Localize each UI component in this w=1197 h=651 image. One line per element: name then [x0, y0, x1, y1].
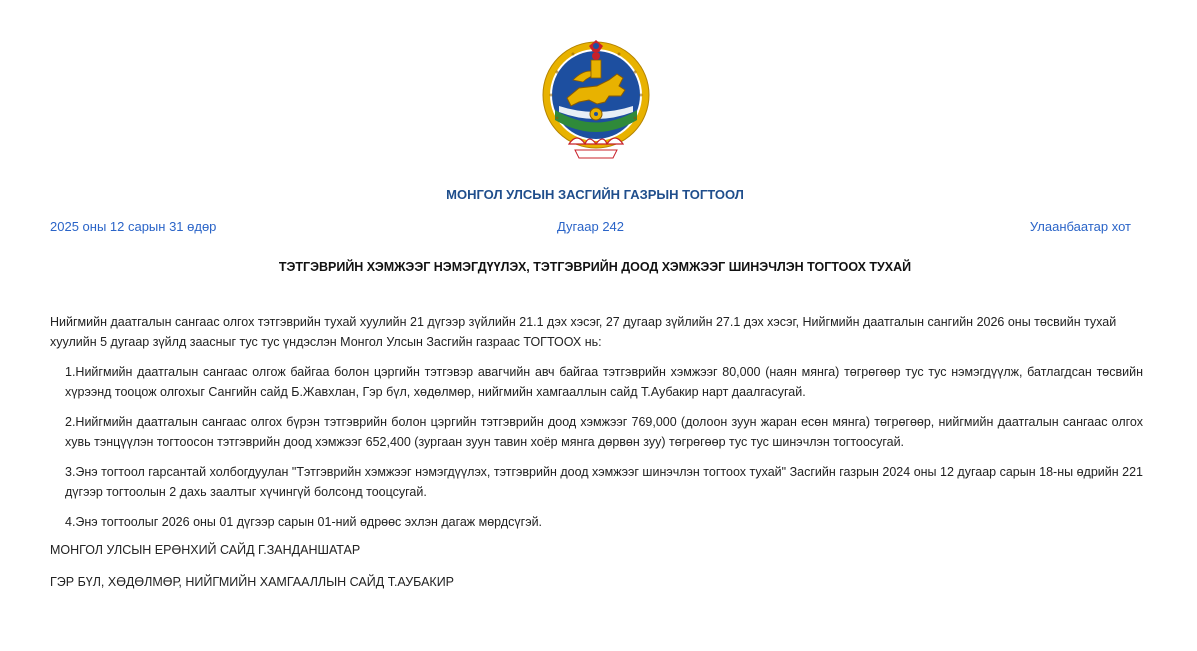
decree-number: Дугаар 242 — [556, 219, 625, 234]
decree-preamble: Нийгмийн даатгалын сангаас олгох тэтгэврийн тухай хуулийн 21 дүгээр зүйлийн 21.1 дэх хэсэг, 27 дугаар зүйлийн 27.1 дэх хэсэг, Нийгмийн даатгалын сангийн 2026 оны төсвийн тухай хуулийн 5 дугаар зүйлд заасныг тус тус үндэслэн Монгол Улсын Засгийн газраас ТОГТООХ нь: — [50, 315, 1117, 349]
document-type-heading: МОНГОЛ УЛСЫН ЗАСГИЙН ГАЗРЫН ТОГТООЛ — [446, 187, 744, 202]
clause-2: 2.Нийгмийн даатгалын сангаас олгох бүрэн тэтгэврийн болон цэргийн тэтгэврийн доод хэмжээг 769,000 (долоон зуун жаран есөн мянга) төгрөгөөр, нийгмийн даатгалын сангаас олгох хувь тэнцүүлэн тогтоосон тэтгэврийн доод хэмжээг 652,400 (зургаан зуун тавин хоёр мянга дөрвөн зуу) төгрөгөөр тус тус шинэчлэн тогтоосугай. — [65, 415, 1143, 449]
decree-place: Улаанбаатар хот — [1029, 219, 1131, 234]
clause-3: 3.Энэ тогтоол гарсантай холбогдуулан "Тэтгэврийн хэмжээг нэмэгдүүлэх, тэтгэврийн доод хэмжээг шинэчлэн тогтоох тухай" Засгийн газрын 2024 оны 12 дугаар сарын 18-ны өдрийн 221 дүгээр тогтоолын 2 дахь заалтыг хүчингүй болсонд тооцсугай. — [65, 465, 1143, 499]
clause-1: 1.Нийгмийн даатгалын сангаас олгож байгаа болон цэргийн тэтгэвэр авагчийн авч байгаа тэтгэврийн хэмжээг 80,000 (наян мянга) төгрөгөөр тус тус нэмэгдүүлж, батлагдсан төсвийн хүрээнд тооцож олгохыг Сангийн сайд Б.Жавхлан, Гэр бүл, хөдөлмөр, нийгмийн хамгааллын сайд Т.Аубакир нарт даалгасугай. — [65, 365, 1143, 399]
document-meta-row — [50, 219, 1131, 237]
signature-minister: ГЭР БҮЛ, ХӨДӨЛМӨР, НИЙГМИЙН ХАМГААЛЛЫН САЙД Т.АУБАКИР — [50, 575, 455, 589]
decree-clauses — [65, 362, 1143, 542]
signature-prime-minister: МОНГОЛ УЛСЫН ЕРӨНХИЙ САЙД Г.ЗАНДАНШАТАР — [50, 543, 361, 557]
clause-4: 4.Энэ тогтоолыг 2026 оны 01 дүгээр сарын 01-ний өдрөөс эхлэн дагаж мөрдсүгэй. — [65, 515, 543, 529]
state-emblem-icon — [539, 40, 653, 162]
decree-title: ТЭТГЭВРИЙН ХЭМЖЭЭГ НЭМЭГДҮҮЛЭХ, ТЭТГЭВРИЙН ДООД ХЭМЖЭЭГ ШИНЭЧЛЭН ТОГТООХ ТУХАЙ — [278, 260, 912, 274]
decree-date: 2025 оны 12 сарын 31 өдөр — [50, 219, 217, 234]
